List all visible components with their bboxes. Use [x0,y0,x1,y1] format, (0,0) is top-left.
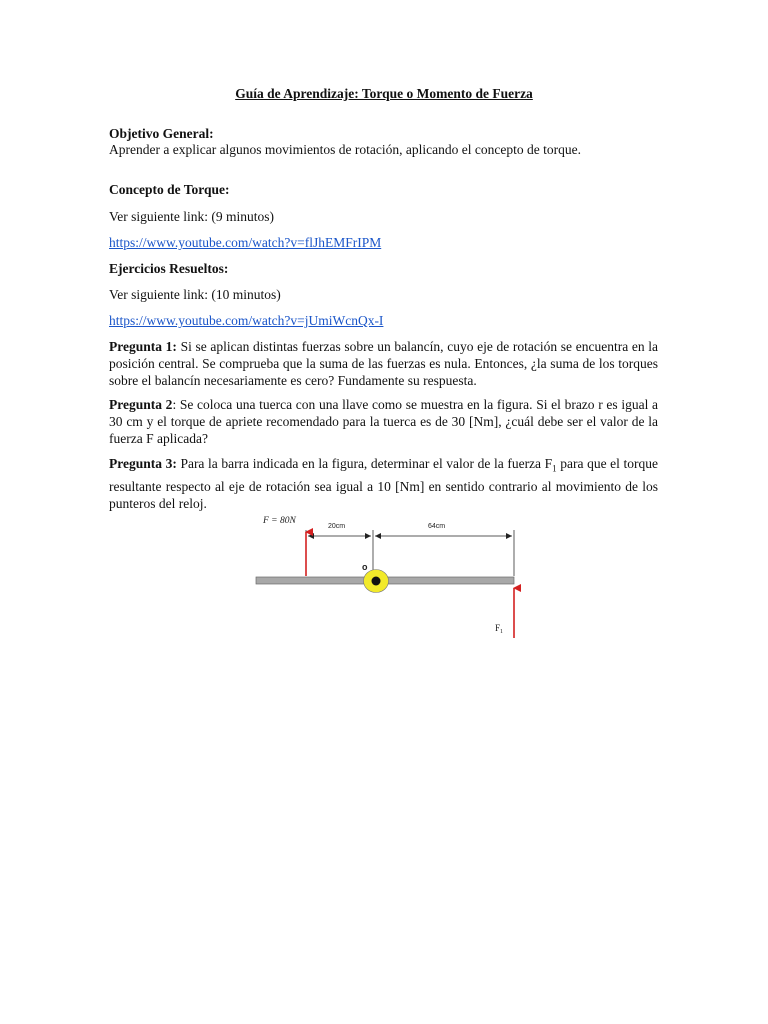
ejercicios-heading: Ejercicios Resueltos: [109,261,229,276]
pregunta-2-label: Pregunta 2 [109,397,173,412]
force-f1-label: $F_1$ [495,623,504,635]
concepto-link-intro: Ver siguiente link: (9 minutos) [109,209,274,224]
dim-label-64cm: 64cm [428,523,446,530]
pregunta-3-text-before: Para la barra indicada en la figura, determinar el valor de la fuerza F [176,456,553,471]
ejercicios-video-link[interactable]: https://www.youtube.com/watch?v=jUmiWcnQx-I [109,313,384,328]
figure-svg [250,508,530,643]
objetivo-text: Aprender a explicar algunos movimientos de rotación, aplicando el concepto de torque. [109,142,581,157]
pregunta-2 [109,396,658,447]
pregunta-1-text: Si se aplican distintas fuerzas sobre un balancín, cuyo eje de rotación se encuentra en la posición central. Se comprueba que la suma de las fuerzas es nula. Entonces, ¿la suma de los torques sobre el balancín necesariamente es cero? Fundamente su respuesta. [109,339,658,388]
ejercicios-link-intro: Ver siguiente link: (10 minutos) [109,287,281,302]
concepto-heading: Concepto de Torque: [109,182,230,197]
concepto-video-link[interactable]: https://www.youtube.com/watch?v=flJhEMFrIPM [109,235,382,250]
pregunta-3-text-after: para que el torque resultante respecto al eje de rotación sea igual a 10 [Nm] en sentido contrario al movimiento de los punteros del reloj. [109,456,659,511]
pregunta-3-label: Pregunta 3: [109,456,177,471]
pregunta-1-label: Pregunta 1: [109,339,177,354]
document-title: Guía de Aprendizaje: Torque o Momento de Fuerza [235,86,533,101]
pregunta-2-text: : Se coloca una tuerca con una llave como se muestra en la figura. Si el brazo r es igual a 30 cm y el torque de apriete recomendado para la tuerca es de 30 [Nm], ¿cuál debe ser el valor de la fuerza F aplicada? [109,397,659,446]
pivot-o-label: o [362,562,368,572]
pivot-center-dot [372,577,381,586]
dim-label-20cm: 20cm [328,523,346,530]
pregunta-3 [109,455,658,512]
force-f-label: F = 80N [263,516,296,526]
pregunta-3-subscript: 1 [552,463,557,474]
pregunta-1 [109,338,658,389]
bar-torque-figure [250,508,530,643]
objetivo-heading: Objetivo General: [109,126,214,141]
